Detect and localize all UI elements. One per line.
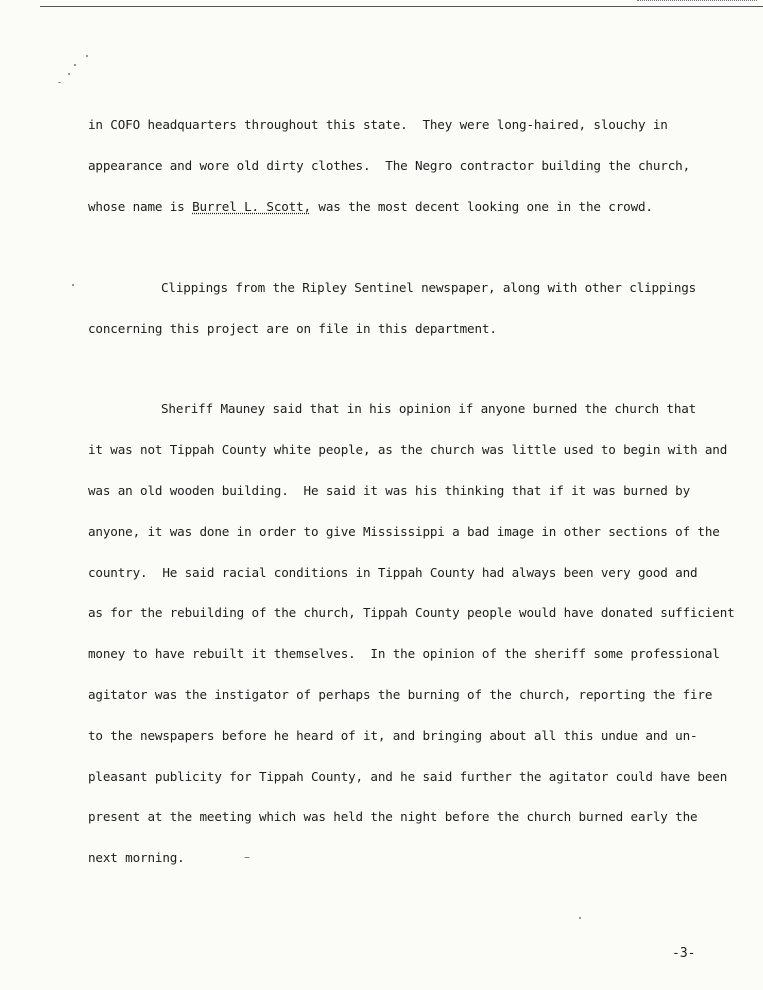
text-line: Clippings from the Ripley Sentinel newspaper, along with other clippings [161, 279, 697, 295]
document-body [88, 91, 748, 905]
paragraph-2 [88, 254, 748, 363]
text-fragment: whose name is [88, 198, 193, 214]
paragraph-3 [88, 375, 748, 892]
text-line: anyone, it was done in order to give Mississippi a bad image in other sections of the [88, 523, 720, 539]
scan-speck [72, 284, 74, 286]
top-edge-marks [637, 0, 757, 4]
text-line: agitator was the instigator of perhaps the burning of the church, reporting the fire [88, 686, 713, 702]
text-line: Sheriff Mauney said that in his opinion if anyone burned the church that [161, 401, 697, 417]
scan-speck [86, 55, 88, 57]
scan-speck [68, 73, 70, 75]
text-line: country. He said racial conditions in Tippah County had always been very good and [88, 564, 698, 580]
text-line: as for the rebuilding of the church, Tippah County people would have donated sufficient [88, 605, 735, 621]
text-line: was an old wooden building. He said it was his thinking that if it was burned by [88, 483, 690, 499]
paragraph-1 [88, 91, 748, 241]
scan-speck [579, 917, 581, 919]
page-number: -3- [672, 946, 696, 961]
text-line: in COFO headquarters throughout this state. They were long-haired, slouchy in [88, 117, 668, 133]
top-rule [40, 6, 763, 7]
text-line: pleasant publicity for Tippah County, and he said further the agitator could have been [88, 768, 728, 784]
text-line: appearance and wore old dirty clothes. The Negro contractor building the church, [88, 157, 690, 173]
text-line: it was not Tippah County white people, as the church was little used to begin with and [88, 442, 728, 458]
text-line: to the newspapers before he heard of it, and bringing about all this undue and un- [88, 727, 698, 743]
text-line [88, 200, 748, 214]
text-line: concerning this project are on file in this department. [88, 320, 497, 336]
text-line: present at the meeting which was held the night before the church burned early the [88, 809, 698, 825]
text-fragment: was the most decent looking one in the crowd. [310, 198, 653, 214]
text-line: next morning. [88, 850, 185, 866]
scan-speck [74, 64, 76, 66]
contractor-name: Burrel L. Scott, [192, 198, 311, 214]
text-line: money to have rebuilt it themselves. In the opinion of the sheriff some professional [88, 646, 720, 662]
scan-speck [58, 82, 61, 83]
